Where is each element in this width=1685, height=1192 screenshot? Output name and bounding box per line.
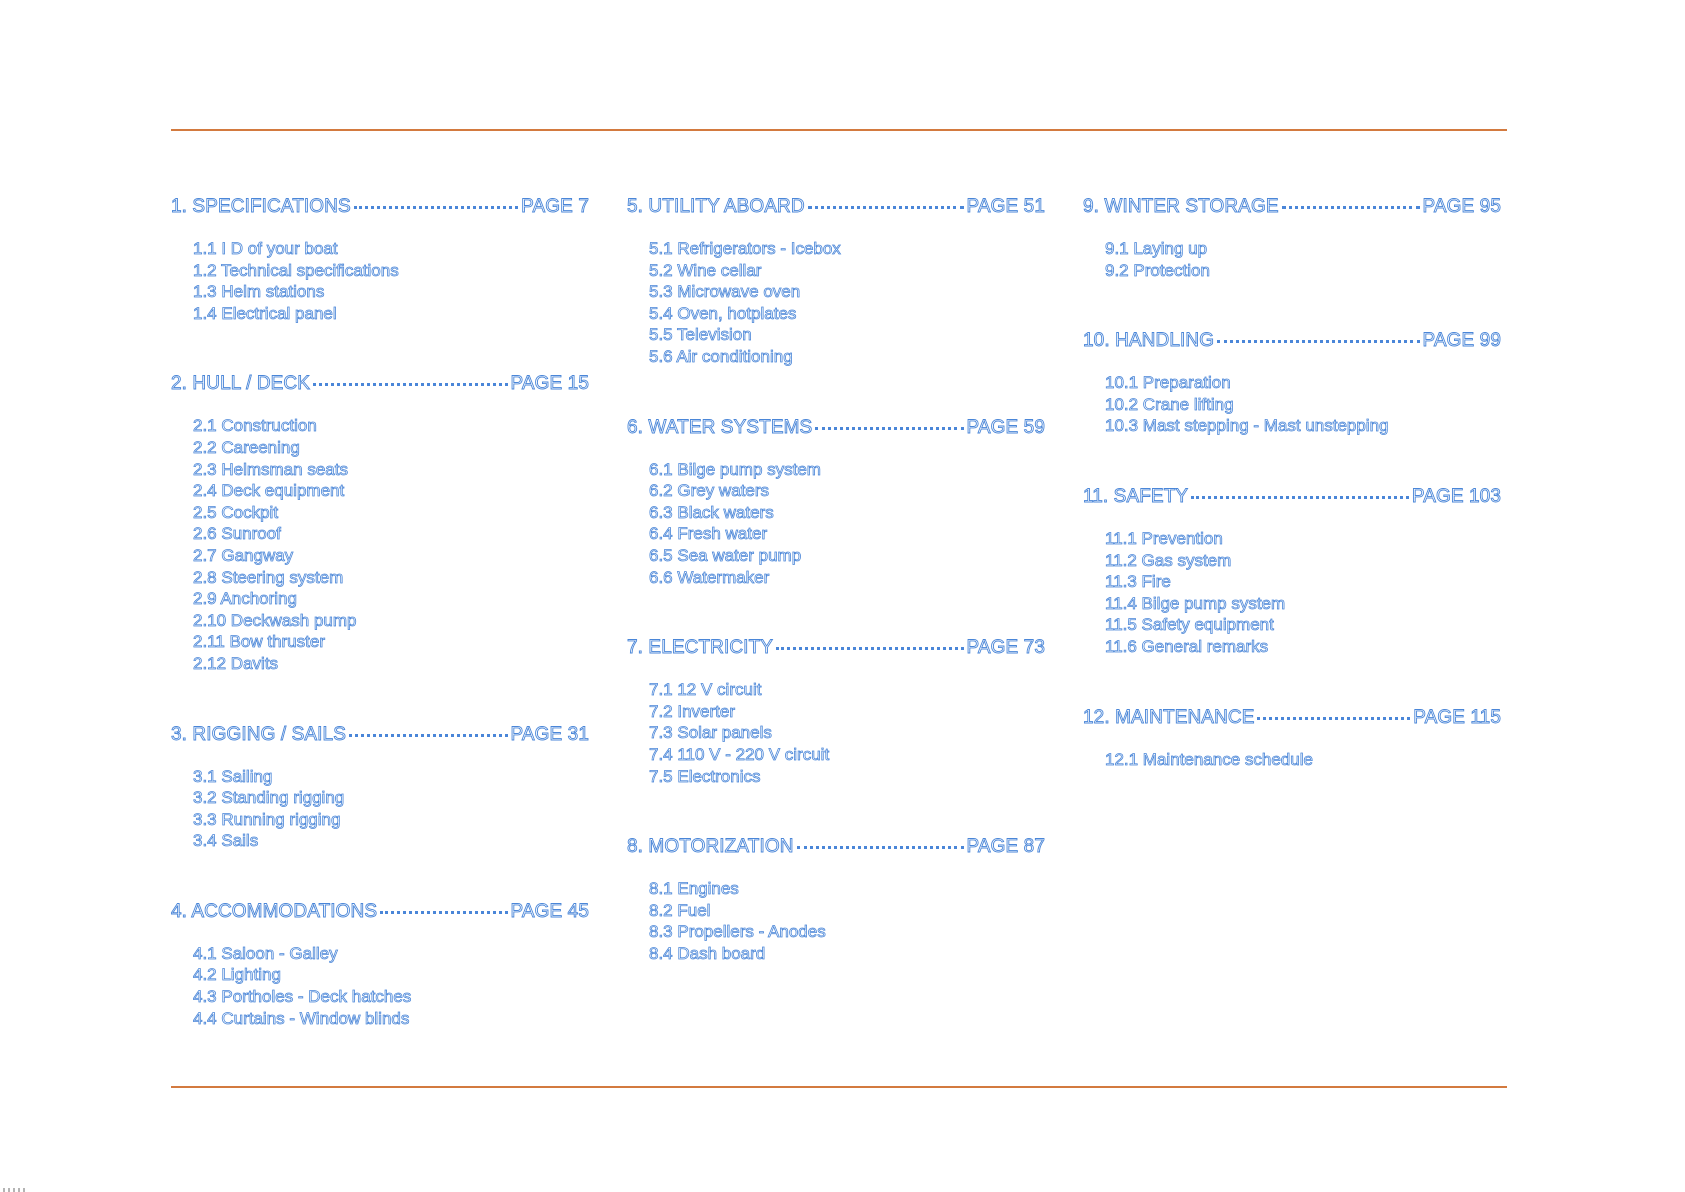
section-title: 9. WINTER STORAGE	[1083, 196, 1279, 217]
subsection-item[interactable]: 6.3 Black waters	[649, 502, 774, 522]
section-page-number: PAGE 87	[966, 836, 1045, 858]
subsection-item[interactable]: 11.2 Gas system	[1105, 550, 1232, 570]
subsection-list	[1083, 749, 1501, 771]
subsection-item[interactable]: 12.1 Maintenance schedule	[1105, 749, 1313, 769]
subsection-item[interactable]: 1.4 Electrical panel	[193, 303, 337, 323]
section-heading[interactable]	[1083, 705, 1501, 731]
subsection-item[interactable]: 5.3 Microwave oven	[649, 282, 801, 302]
subsection-item[interactable]: 2.7 Gangway	[193, 545, 294, 565]
subsection-item[interactable]: 4.4 Curtains - Window blinds	[193, 1008, 410, 1028]
subsection-item[interactable]: 7.4 110 V - 220 V circuit	[649, 744, 830, 764]
section-heading[interactable]	[1083, 484, 1501, 510]
toc-section	[171, 899, 589, 1029]
section-heading[interactable]	[171, 899, 589, 925]
section-page-number: PAGE 7	[521, 196, 589, 217]
section-title: 4. ACCOMMODATIONS	[171, 900, 378, 922]
subsection-item[interactable]: 1.3 Helm stations	[193, 282, 325, 302]
section-page-number: PAGE 99	[1422, 330, 1501, 352]
subsection-list	[1083, 238, 1501, 281]
subsection-item[interactable]: 6.1 Bilge pump system	[649, 459, 821, 479]
section-page-number: PAGE 95	[1422, 196, 1501, 217]
dot-leader	[815, 423, 963, 430]
subsection-item[interactable]: 6.2 Grey waters	[649, 481, 769, 501]
dot-leader	[380, 907, 507, 914]
section-page-number: PAGE 115	[1413, 706, 1501, 728]
subsection-item[interactable]: 10.1 Preparation	[1105, 373, 1231, 393]
toc-section	[1083, 705, 1501, 771]
subsection-item[interactable]: 2.8 Steering system	[193, 567, 344, 587]
toc-section	[171, 722, 589, 852]
subsection-item[interactable]: 3.3 Running rigging	[193, 809, 341, 829]
dot-leader	[1257, 713, 1410, 720]
subsection-item[interactable]: 2.6 Sunroof	[193, 524, 281, 544]
subsection-item[interactable]: 4.1 Saloon - Galley	[193, 943, 338, 963]
corner-marks	[0, 1188, 60, 1192]
subsection-item[interactable]: 2.12 Davits	[193, 653, 279, 673]
section-heading[interactable]	[1083, 194, 1501, 220]
section-title: 7. ELECTRICITY	[627, 637, 774, 659]
subsection-item[interactable]: 5.6 Air conditioning	[649, 346, 793, 366]
section-page-number: PAGE 51	[966, 196, 1045, 217]
section-title: 2. HULL / DECK	[171, 373, 311, 395]
subsection-item[interactable]: 7.2 Inverter	[649, 701, 735, 721]
subsection-item[interactable]: 11.1 Prevention	[1105, 528, 1223, 548]
section-page-number: PAGE 59	[966, 416, 1045, 438]
dot-leader	[808, 202, 964, 209]
subsection-item[interactable]: 7.5 Electronics	[649, 766, 761, 786]
subsection-item[interactable]: 2.5 Cockpit	[193, 502, 279, 522]
subsection-list	[627, 878, 1045, 964]
section-title: 5. UTILITY ABOARD	[627, 196, 805, 217]
subsection-list	[171, 415, 589, 674]
subsection-item[interactable]: 8.3 Propellers - Anodes	[649, 922, 826, 942]
dot-leader	[349, 730, 508, 737]
subsection-item[interactable]: 3.2 Standing rigging	[193, 788, 345, 808]
dot-leader	[1217, 336, 1419, 343]
section-heading[interactable]	[627, 415, 1045, 441]
dot-leader	[1282, 202, 1420, 209]
section-page-number: PAGE 15	[510, 373, 589, 395]
section-title: 11. SAFETY	[1083, 485, 1189, 507]
toc-column-2	[627, 194, 1045, 1011]
toc-section	[627, 194, 1045, 368]
subsection-item[interactable]: 2.3 Helmsman seats	[193, 459, 348, 479]
subsection-item[interactable]: 10.2 Crane lifting	[1105, 394, 1234, 414]
toc-column-3	[1083, 194, 1501, 817]
subsection-list	[1083, 528, 1501, 658]
toc-section	[171, 194, 589, 324]
section-heading[interactable]	[171, 371, 589, 397]
subsection-item[interactable]: 8.4 Dash board	[649, 943, 766, 963]
subsection-list	[171, 943, 589, 1029]
subsection-item[interactable]: 6.5 Sea water pump	[649, 545, 802, 565]
subsection-list	[627, 679, 1045, 787]
section-heading[interactable]	[627, 834, 1045, 860]
subsection-item[interactable]: 8.2 Fuel	[649, 900, 711, 920]
section-page-number: PAGE 103	[1411, 485, 1501, 507]
subsection-item[interactable]: 11.6 General remarks	[1105, 636, 1269, 656]
toc-section	[1083, 328, 1501, 437]
subsection-item[interactable]: 5.1 Refrigerators - Icebox	[649, 239, 841, 258]
section-page-number: PAGE 31	[510, 723, 589, 745]
subsection-item[interactable]: 2.2 Careening	[193, 437, 300, 457]
subsection-list	[627, 459, 1045, 589]
toc-section	[627, 834, 1045, 964]
section-title: 8. MOTORIZATION	[627, 836, 794, 858]
subsection-item[interactable]: 6.6 Watermaker	[649, 567, 770, 587]
subsection-list	[1083, 372, 1501, 437]
subsection-item[interactable]: 5.4 Oven, hotplates	[649, 303, 797, 323]
subsection-item[interactable]: 1.1 I D of your boat	[193, 239, 338, 258]
dot-leader	[1191, 492, 1409, 499]
subsection-item[interactable]: 2.10 Deckwash pump	[193, 610, 357, 630]
subsection-item[interactable]: 5.2 Wine cellar	[649, 260, 762, 280]
subsection-item[interactable]: 9.2 Protection	[1105, 260, 1210, 280]
toc-section	[171, 371, 589, 674]
section-heading[interactable]	[627, 194, 1045, 220]
subsection-item[interactable]: 3.4 Sails	[193, 831, 259, 851]
subsection-list	[627, 238, 1045, 368]
subsection-item[interactable]: 10.3 Mast stepping - Mast unstepping	[1105, 416, 1389, 436]
subsection-item[interactable]: 4.2 Lighting	[193, 965, 281, 985]
section-page-number: PAGE 45	[510, 900, 589, 922]
section-title: 3. RIGGING / SAILS	[171, 723, 346, 745]
dot-leader	[797, 842, 964, 849]
toc-section	[627, 415, 1045, 589]
subsection-item[interactable]: 9.1 Laying up	[1105, 239, 1208, 258]
toc-column-1	[171, 194, 589, 1076]
section-title: 12. MAINTENANCE	[1083, 706, 1255, 728]
subsection-item[interactable]: 3.1 Sailing	[193, 766, 273, 786]
subsection-list	[171, 238, 589, 324]
dot-leader	[776, 643, 963, 650]
subsection-item[interactable]: 2.4 Deck equipment	[193, 481, 345, 501]
subsection-item[interactable]: 6.4 Fresh water	[649, 524, 768, 544]
subsection-item[interactable]: 4.3 Portholes - Deck hatches	[193, 987, 412, 1007]
subsection-item[interactable]: 1.2 Technical specifications	[193, 260, 399, 280]
dot-leader	[313, 379, 507, 386]
section-title: 6. WATER SYSTEMS	[627, 416, 813, 438]
toc-section	[1083, 194, 1501, 281]
bottom-divider	[171, 1086, 1507, 1088]
subsection-item[interactable]: 5.5 Television	[649, 325, 752, 345]
toc-section	[627, 635, 1045, 787]
subsection-item[interactable]: 2.1 Construction	[193, 416, 317, 436]
section-page-number: PAGE 73	[966, 637, 1045, 659]
subsection-list	[171, 766, 589, 852]
section-heading[interactable]	[171, 194, 589, 220]
section-heading[interactable]	[1083, 328, 1501, 354]
section-title: 1. SPECIFICATIONS	[171, 196, 351, 217]
subsection-item[interactable]: 2.11 Bow thruster	[193, 632, 325, 652]
section-heading[interactable]	[171, 722, 589, 748]
toc-section	[1083, 484, 1501, 658]
top-divider	[171, 129, 1507, 131]
subsection-item[interactable]: 11.4 Bilge pump system	[1105, 593, 1286, 613]
subsection-item[interactable]: 2.9 Anchoring	[193, 589, 297, 609]
subsection-item[interactable]: 11.3 Fire	[1105, 572, 1171, 592]
section-heading[interactable]	[627, 635, 1045, 661]
subsection-item[interactable]: 8.1 Engines	[649, 879, 739, 899]
section-title: 10. HANDLING	[1083, 330, 1215, 352]
subsection-item[interactable]: 7.1 12 V circuit	[649, 680, 762, 700]
subsection-item[interactable]: 7.3 Solar panels	[649, 723, 772, 743]
subsection-item[interactable]: 11.5 Safety equipment	[1105, 615, 1274, 635]
dot-leader	[354, 202, 518, 209]
